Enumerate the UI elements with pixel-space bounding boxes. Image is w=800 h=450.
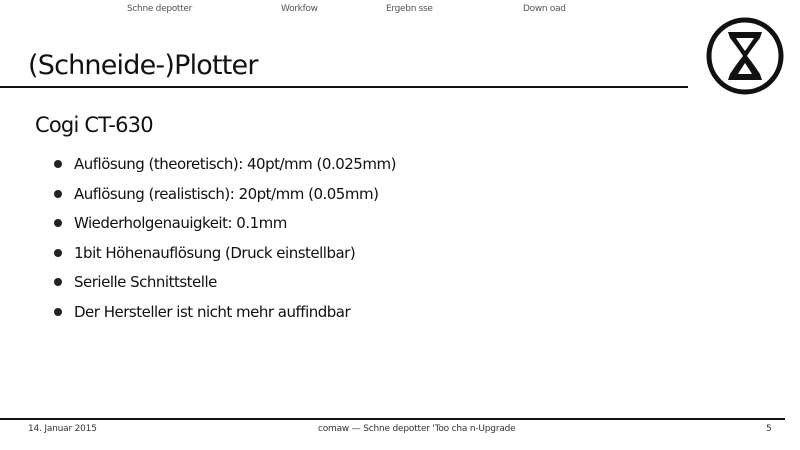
footer-divider [0,418,785,420]
bullet-text: 1bit Höhenauflösung (Druck einstellbar) [74,243,356,262]
bullet-text: Wiederholgenauigkeit: 0.1mm [74,214,287,233]
list-item [52,211,396,241]
title-divider [0,86,688,88]
bullet-text: Der Hersteller ist nicht mehr auffindbar [74,302,351,321]
bullet-text: Auflösung (realistisch): 20pt/mm (0.05mm) [74,184,379,203]
bullet-dot-icon [54,160,62,168]
bullet-dot-icon [54,190,62,198]
hourglass-logo-icon [703,14,787,98]
list-item [52,182,396,212]
top-navigation [0,4,800,18]
bullet-dot-icon [54,249,62,257]
nav-item-schneideplotter[interactable]: Schne depotter [127,4,193,14]
slide-title: (Schneide-)Plotter [28,50,258,81]
bullet-list [52,152,396,330]
nav-item-workflow[interactable]: Workfow [281,4,318,14]
bullet-text: Serielle Schnittstelle [74,273,217,292]
list-item [52,152,396,182]
footer-title: comaw — Schne depotter 'Too cha n-Upgrade [318,424,516,434]
slide-subtitle: Cogi CT-630 [35,113,153,137]
list-item [52,270,396,300]
list-item [52,241,396,271]
bullet-dot-icon [54,308,62,316]
bullet-dot-icon [54,278,62,286]
bullet-dot-icon [54,219,62,227]
nav-item-ergebnisse[interactable]: Ergebn sse [386,4,433,14]
footer-date: 14. Januar 2015 [28,424,97,434]
page-number: 5 [766,424,772,434]
bullet-text: Auflösung (theoretisch): 40pt/mm (0.025mm) [74,155,396,173]
nav-item-download[interactable]: Down oad [523,4,566,14]
list-item [52,300,396,330]
